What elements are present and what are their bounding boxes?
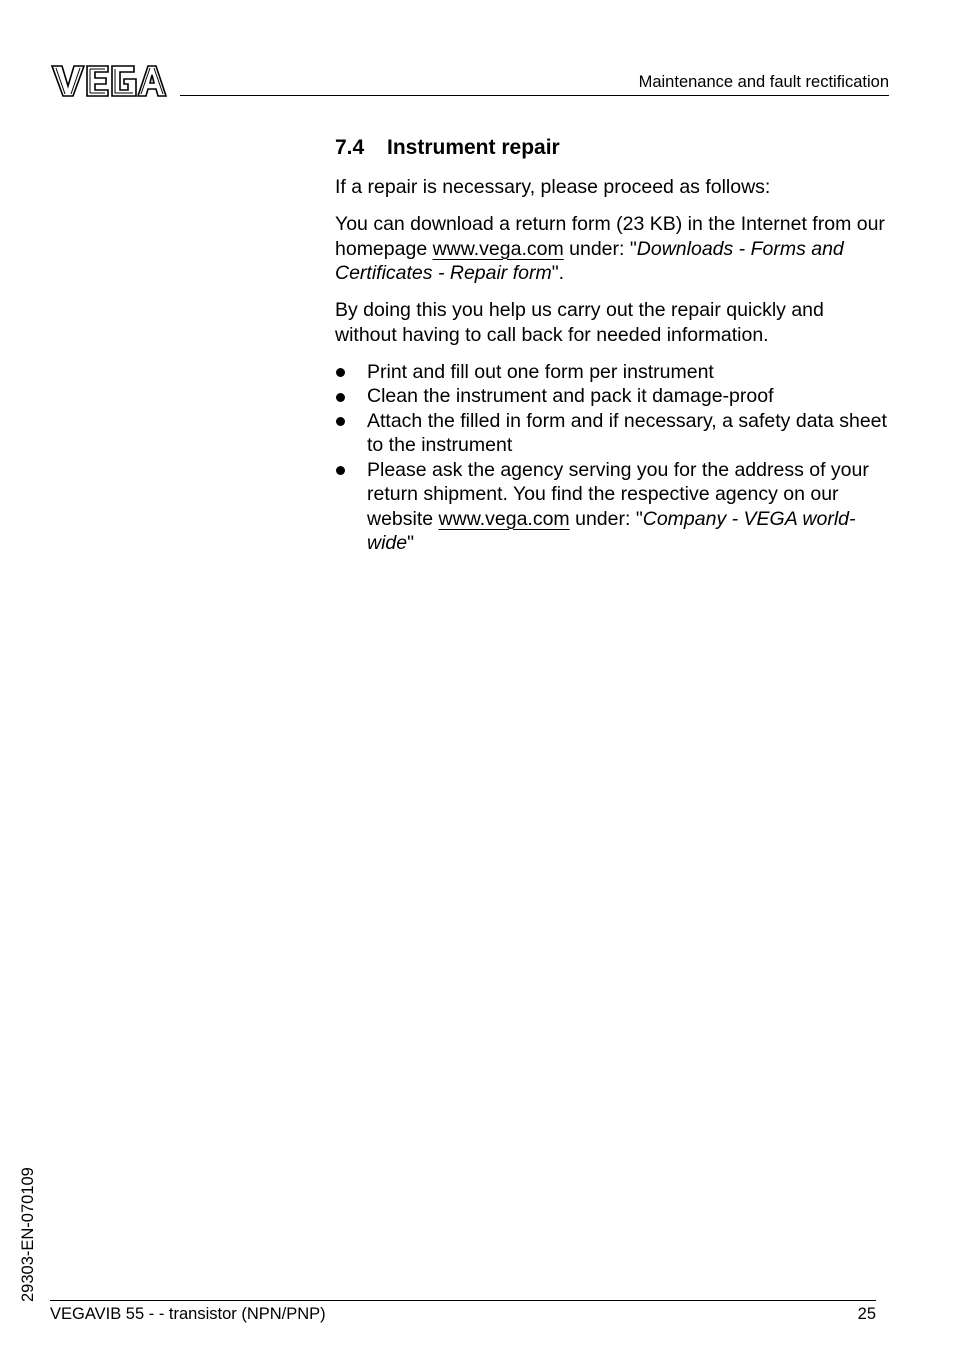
list-item (335, 360, 891, 385)
header-title: Maintenance and fault rectification (638, 73, 889, 91)
section-heading (335, 135, 891, 161)
bullet-icon (336, 466, 345, 475)
section-number: 7.4 (335, 136, 365, 159)
list-item (335, 384, 891, 409)
header-rule (180, 95, 889, 96)
main-content (335, 135, 891, 556)
paragraph-download-text-c: ". (551, 262, 565, 284)
paragraph-download-text-b: under: " (563, 237, 637, 260)
paragraph-intro: If a repair is necessary, please proceed as follows: (335, 176, 771, 198)
vega-logo (50, 64, 168, 98)
footer-product: VEGAVIB 55 - - transistor (NPN/PNP) (50, 1305, 326, 1323)
section-title: Instrument repair (387, 136, 560, 159)
list-item-text: Print and fill out one form per instrument (367, 360, 714, 383)
list-item (335, 409, 891, 458)
agency-path: Company - VEGA world-wide (367, 507, 856, 554)
list-item-text-c: " (407, 532, 415, 554)
list-item-text: Attach the filled in form and if necessary, a safety data sheet to the instrument (367, 409, 887, 456)
paragraph-download (335, 212, 891, 286)
download-path: Downloads - Forms and Certificates - Repair form (335, 237, 844, 284)
bullet-icon (336, 393, 345, 402)
list-item (335, 458, 891, 556)
vega-website-link[interactable]: www.vega.com (438, 507, 570, 530)
footer-rule (50, 1300, 876, 1301)
vega-homepage-link[interactable]: www.vega.com (432, 237, 564, 260)
bullet-icon (336, 368, 345, 377)
list-item-text: Clean the instrument and pack it damage-proof (367, 385, 774, 407)
list-item-text-b: under: " (569, 507, 643, 530)
paragraph-benefit: By doing this you help us carry out the repair quickly and without having to call back for needed information. (335, 299, 824, 346)
document-code: 29303-EN-070109 (19, 1167, 37, 1302)
bullet-icon (336, 417, 345, 426)
page-number: 25 (857, 1305, 876, 1323)
repair-steps-list (335, 360, 891, 556)
paragraph-download-text-a: You can download a return form (23 KB) in the Internet from our homepage (335, 213, 885, 260)
list-item-text-a: Please ask the agency serving you for the address of your return shipment. You find the respective agency on our website (367, 458, 869, 530)
